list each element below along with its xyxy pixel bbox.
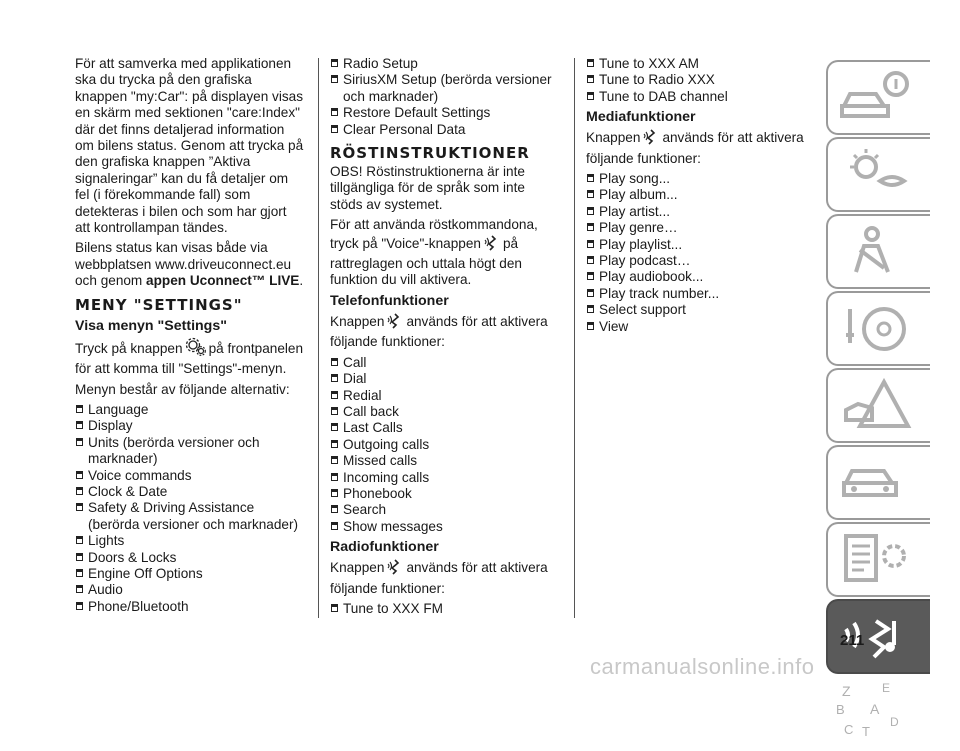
car-info-icon (836, 68, 916, 128)
list-item: Play song... (586, 171, 816, 187)
media-functions-list (586, 171, 816, 335)
settings-doc-icon (836, 530, 916, 590)
uconnect-app-name: appen Uconnect™ LIVE (146, 273, 300, 289)
list-item: Audio (75, 582, 305, 598)
status-paragraph: Bilens status kan visas både via webbplatsen www.driveuconnect.eu och genom appen Uconnect™ LIVE. (75, 240, 304, 289)
settings-options-list-continued (330, 56, 560, 138)
lights-icon (836, 145, 916, 205)
list-item: Radio Setup (330, 56, 560, 72)
index-letter: E (882, 682, 891, 695)
index-letter: B (836, 702, 845, 717)
list-item: Clock & Date (75, 484, 305, 500)
tab-technical-data[interactable] (826, 522, 930, 597)
column-2 (330, 56, 560, 620)
list-item: Doors & Locks (75, 550, 305, 566)
voice-note-paragraph: OBS! Röstinstruktionerna är inte tillgängliga för de språk som inte stöds av systemet. (330, 164, 525, 212)
list-item: Engine Off Options (75, 566, 305, 582)
list-item: Play album... (586, 187, 816, 203)
media-functions-paragraph: Knappen används för att aktivera följande funktioner: (586, 130, 804, 166)
list-item: Call (330, 355, 560, 371)
radio-functions-list-continued (586, 56, 816, 105)
list-item: Lights (75, 533, 305, 549)
index-letter: D (890, 715, 899, 729)
settings-menu-heading: MENY "SETTINGS" (75, 295, 243, 314)
list-item: Last Calls (330, 420, 560, 436)
list-item: Tune to Radio XXX (586, 72, 816, 88)
list-item: Phone/Bluetooth (75, 599, 305, 615)
list-item: Call back (330, 404, 560, 420)
watermark: carmanualsonline.info (590, 654, 815, 679)
list-item: Play audiobook... (586, 269, 816, 285)
list-item: Voice commands (75, 468, 305, 484)
voice-icon (483, 234, 501, 256)
phone-functions-list (330, 355, 560, 535)
list-item: Language (75, 402, 305, 418)
settings-gear-icon (185, 337, 207, 361)
tab-service[interactable] (826, 445, 930, 520)
list-item: Play artist... (586, 204, 816, 220)
warning-road-icon (836, 376, 916, 436)
list-item: Tune to DAB channel (586, 89, 816, 105)
column-divider-2 (574, 58, 575, 618)
index-letter: C (844, 722, 854, 737)
safety-airbag-icon (836, 222, 916, 282)
page-number: 211 (840, 632, 865, 649)
radio-functions-list (330, 601, 560, 617)
list-item: Play genre… (586, 220, 816, 236)
list-item: Phonebook (330, 486, 560, 502)
steering-icon (836, 299, 916, 359)
menu-options-intro: Menyn består av följande alternativ: (75, 381, 290, 397)
phone-functions-paragraph: Knappen används för att aktivera följande funktioner: (330, 313, 548, 350)
list-item: Tune to XXX AM (586, 56, 816, 72)
list-item: Select support (586, 302, 816, 318)
media-functions-heading: Mediafunktioner (586, 109, 696, 126)
list-item: Play track number... (586, 286, 816, 302)
list-item: Outgoing calls (330, 437, 560, 453)
list-item: Clear Personal Data (330, 122, 560, 138)
voice-icon (386, 312, 404, 334)
radio-functions-heading: Radiofunktioner (330, 539, 439, 556)
list-item: Dial (330, 371, 560, 387)
list-item: Play podcast… (586, 253, 816, 269)
list-item: Missed calls (330, 453, 560, 469)
list-item: Play playlist... (586, 237, 816, 253)
index-letter: Z (842, 683, 851, 699)
index-letter: A (870, 701, 880, 717)
voice-instructions-heading: RÖSTINSTRUKTIONER (330, 144, 530, 163)
voice-icon (642, 128, 660, 150)
tab-emergency[interactable] (826, 368, 930, 443)
list-item: Restore Default Settings (330, 105, 560, 121)
list-item: Incoming calls (330, 470, 560, 486)
column-divider-1 (318, 58, 319, 618)
index-letters-icon (834, 682, 914, 742)
list-item: Redial (330, 388, 560, 404)
intro-paragraph: För att samverka med applikationen ska du trycka på den grafiska knappen "my:Car": på displayen visas en skärm med sektionen "care:Index" där det finns detaljerad information om bilens status. Genom att trycka på den grafiska knappen ”Aktiva signaleringar” kan du få detaljer om fel (i förekommande fall) som detekteras i bilen och som har gjort att kontrollampan tändes. (75, 56, 304, 236)
car-service-icon (836, 453, 916, 513)
list-item: Show messages (330, 519, 560, 535)
voice-usage-paragraph: För att använda röstkommandona, tryck på "Voice"-knappen på rattreglagen och uttala högt den funktion du vill aktivera. (330, 217, 538, 288)
tab-index[interactable] (826, 676, 930, 751)
list-item: Search (330, 502, 560, 518)
column-1 (75, 56, 305, 618)
settings-menu-subheading: Visa menyn "Settings" (75, 317, 227, 334)
phone-functions-heading: Telefonfunktioner (330, 292, 449, 309)
radio-functions-paragraph: Knappen används för att aktivera följande funktioner: (330, 560, 548, 596)
settings-options-list (75, 402, 305, 615)
voice-icon (386, 558, 404, 580)
list-item: Display (75, 418, 305, 434)
list-item: Units (berörda versioner och marknader) (75, 435, 305, 468)
tab-car-info[interactable] (826, 60, 930, 135)
column-3 (586, 56, 816, 338)
tab-driving[interactable] (826, 291, 930, 366)
list-item: View (586, 319, 816, 335)
index-letter: T (862, 724, 870, 739)
list-item: Tune to XXX FM (330, 601, 560, 617)
tab-safety[interactable] (826, 214, 930, 289)
settings-press-paragraph: Tryck på knappen på frontpanelen för att komma till "Settings"-menyn. (75, 337, 305, 378)
list-item: SiriusXM Setup (berörda versioner och marknader) (330, 72, 560, 105)
tab-lights[interactable] (826, 137, 930, 212)
list-item: Safety & Driving Assistance (berörda versioner och marknader) (75, 500, 305, 533)
